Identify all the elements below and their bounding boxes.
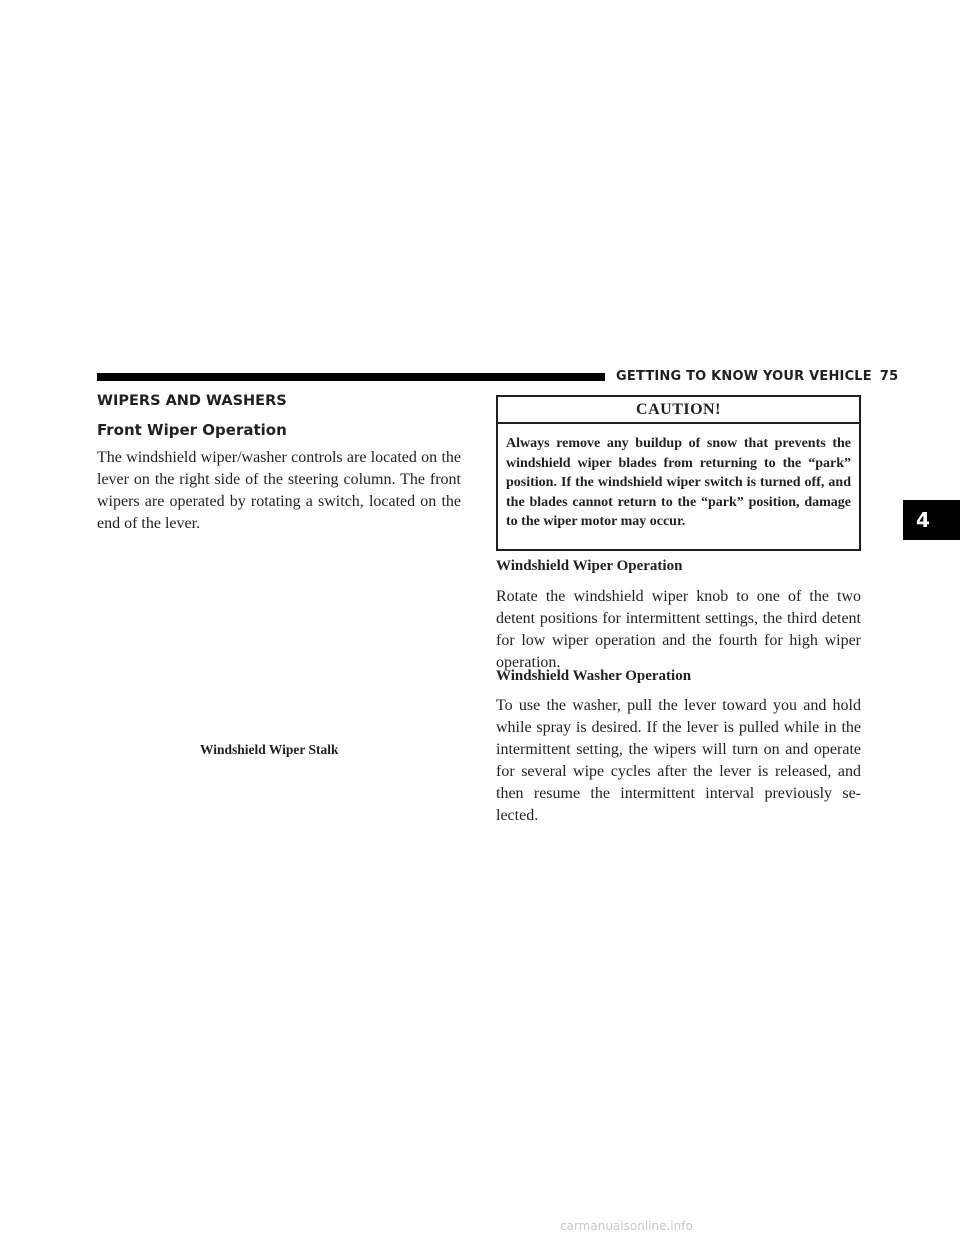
front-wiper-heading: Front Wiper Operation	[97, 421, 287, 439]
header-rule	[97, 373, 605, 381]
washer-operation-heading: Windshield Washer Operation	[496, 668, 692, 684]
figure-caption: Windshield Wiper Stalk	[200, 742, 339, 757]
caution-title: CAUTION!	[498, 397, 859, 424]
intro-paragraph: The windshield wiper/washer controls are located on the lever on the right side of the steering column. The front wipers are operated by rotating a switch, located on the end of the lever.	[97, 449, 461, 532]
header-section-label: GETTING TO KNOW YOUR VEHICLE	[616, 369, 872, 384]
page-number: 75	[879, 369, 899, 384]
caution-box	[496, 395, 861, 551]
wiper-operation-heading: Windshield Wiper Operation	[496, 558, 683, 574]
washer-operation-paragraph: To use the washer, pull the lever toward you and hold while spray is desired. If the lever is pulled while in the intermittent setting, the wipers will turn on and operate for several wipe cycles after the lever is released, and then resume the intermittent interval previously se-lected.	[496, 697, 861, 824]
wiper-operation-paragraph: Rotate the windshield wiper knob to one of the two detent positions for intermittent settings, the third detent for low wiper operation and the fourth for high wiper operation.	[496, 588, 861, 671]
watermark: carmanualsonline.info	[560, 1219, 693, 1233]
section-title: WIPERS AND WASHERS	[97, 393, 287, 409]
chapter-tab: 4	[903, 500, 960, 540]
caution-body: Always remove any buildup of snow that prevents the windshield wiper blades from returning to the “park” position. If the windshield wiper switch is turned off, and the blades cannot return to the “park” position, damage to the wiper motor may occur.	[506, 436, 851, 529]
running-header	[616, 369, 898, 384]
